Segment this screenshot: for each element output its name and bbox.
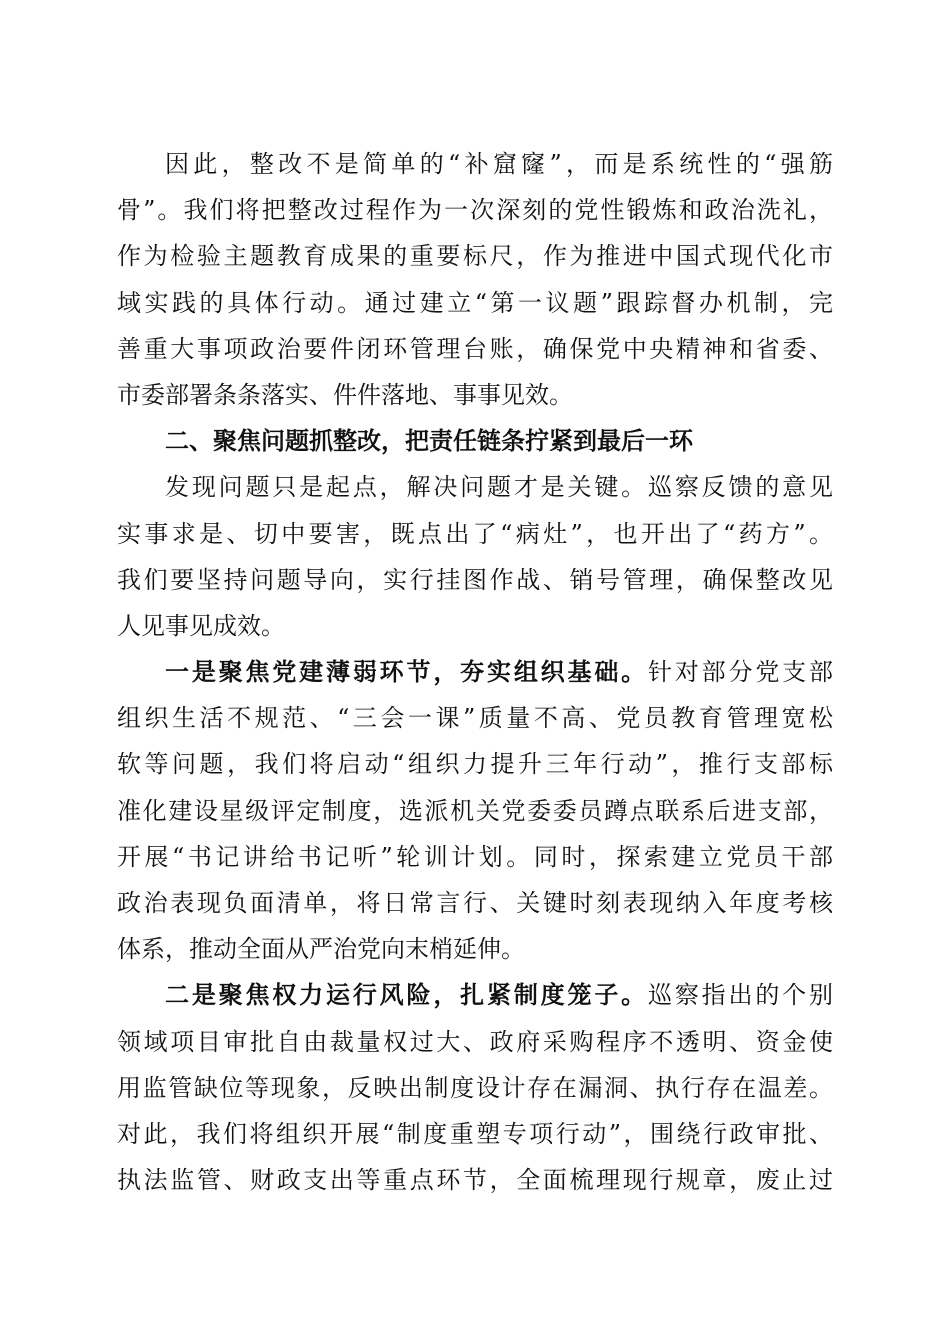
text-line: 对此，我们将组织开展“制度重塑专项行动”，围绕行政审批、	[117, 1119, 833, 1148]
text-line: 域实践的具体行动。通过建立“第一议题”跟踪督办机制，完	[117, 288, 833, 317]
text-line: 作为检验主题教育成果的重要标尺，作为推进中国式现代化市	[117, 242, 833, 271]
text-line: 骨”。我们将把整改过程作为一次深刻的党性锻炼和政治洗礼，	[117, 196, 833, 225]
text-line: 软等问题，我们将启动“组织力提升三年行动”，推行支部标	[117, 750, 833, 779]
text-line: 政治表现负面清单，将日常言行、关键时刻表现纳入年度考核	[117, 889, 833, 917]
text-line: 体系，推动全面从严治党向末梢延伸。	[117, 935, 525, 964]
section-heading-2	[117, 418, 833, 464]
text-line: 市委部署条条落实、件件落地、事事见效。	[117, 380, 573, 409]
text-line: 准化建设星级评定制度，选派机关党委委员蹲点联系后进支部，	[117, 796, 833, 825]
section-heading-text: 二、聚焦问题抓整改，把责任链条拧紧到最后一环	[165, 427, 693, 456]
body-text	[117, 141, 833, 1203]
text-line: 实事求是、切中要害，既点出了“病灶”，也开出了“药方”。	[117, 519, 833, 548]
text-line	[117, 972, 833, 1018]
text-line-rest: 巡察指出的个别	[648, 981, 833, 1010]
text-line: 我们要坚持问题导向，实行挂图作战、销号管理，确保整改见	[117, 565, 833, 594]
paragraph-rectification-purpose	[117, 141, 833, 418]
text-line: 用监管缺位等现象，反映出制度设计存在漏洞、执行存在温差。	[117, 1073, 833, 1102]
text-line: 执法监管、财政支出等重点环节，全面梳理现行规章，废止过	[117, 1166, 833, 1195]
text-line-rest: 针对部分党支部	[648, 658, 833, 687]
paragraph-power-operation	[117, 972, 833, 1203]
text-line: 因此，整改不是简单的“补窟窿”，而是系统性的“强筋	[165, 150, 833, 178]
text-line	[117, 649, 833, 695]
text-line: 领域项目审批自由裁量权过大、政府采购程序不透明、资金使	[117, 1027, 833, 1056]
text-line: 发现问题只是起点，解决问题才是关键。巡察反馈的意见	[165, 473, 833, 502]
paragraph-lead-sentence: 一是聚焦党建薄弱环节，夯实组织基础。	[165, 658, 648, 687]
text-line: 善重大事项政治要件闭环管理台账，确保党中央精神和省委、	[117, 334, 833, 363]
text-line: 人见事见成效。	[117, 611, 285, 640]
paragraph-lead-sentence: 二是聚焦权力运行风险，扎紧制度笼子。	[165, 981, 648, 1010]
text-line: 开展“书记讲给书记听”轮训计划。同时，探索建立党员干部	[117, 842, 833, 871]
paragraph-party-building	[117, 649, 833, 972]
text-line: 组织生活不规范、“三会一课”质量不高、党员教育管理宽松	[117, 704, 833, 733]
paragraph-problem-orientation	[117, 464, 833, 649]
